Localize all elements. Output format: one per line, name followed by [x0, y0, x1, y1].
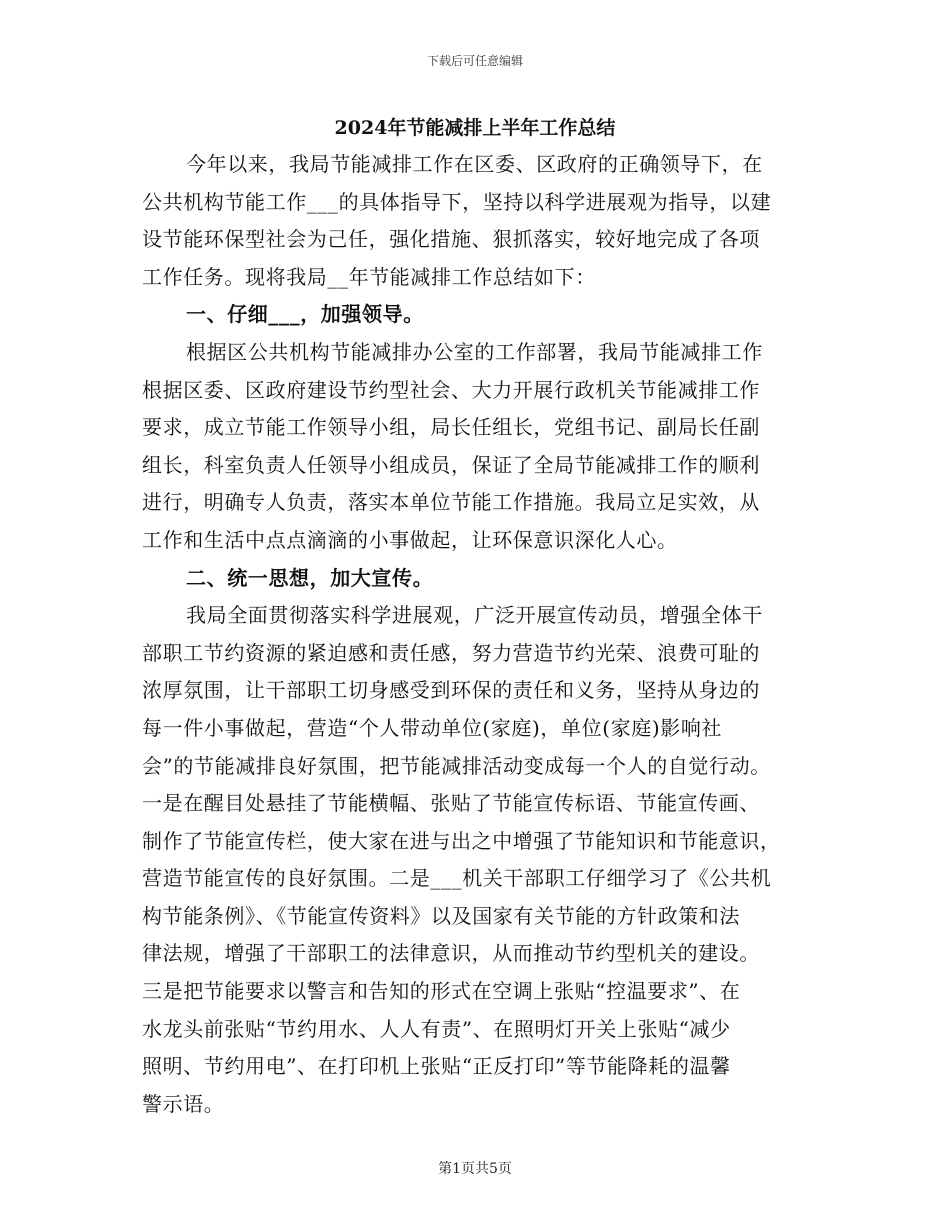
paragraph-line: 构节能条例》、《节能宣传资料》以及国家有关节能的方针政策和法	[142, 903, 740, 928]
document-body	[142, 146, 822, 1123]
paragraph-line: 律法规，增强了干部职工的法律意识，从而推动节约型机关的建设。	[142, 941, 760, 966]
paragraph-line: 照明、节约用电”、在打印机上张贴“正反打印”等节能降耗的温馨	[142, 1054, 731, 1079]
section-heading: 二、统一思想，加大宣传。	[186, 565, 434, 590]
paragraph-line: 每一件小事做起，营造“个人带动单位(家庭)，单位(家庭)影响社	[142, 715, 723, 740]
paragraph-line: 水龙头前张贴“节约用水、人人有责”、在照明灯开关上张贴“减少	[142, 1016, 731, 1041]
paragraph-line: 设节能环保型社会为己任，强化措施、狠抓落实，较好地完成了各项	[142, 227, 760, 252]
paragraph-line: 我局全面贯彻落实科学进展观，广泛开展宣传动员，增强全体干	[186, 603, 763, 628]
paragraph-line: 警示语。	[142, 1091, 225, 1116]
paragraph-line: 营造节能宣传的良好氛围。二是___机关干部职工仔细学习了《公共机	[142, 866, 772, 891]
paragraph-line: 三是把节能要求以警言和告知的形式在空调上张贴“控温要求”、在	[142, 979, 741, 1004]
page-footer-number: 第1页共5页	[438, 1161, 512, 1177]
paragraph-line: 制作了节能宣传栏，使大家在进与出之中增强了节能知识和节能意识，	[142, 828, 781, 853]
paragraph-line: 部职工节约资源的紧迫感和责任感，努力营造节约光荣、浪费可耻的	[142, 640, 760, 665]
paragraph-line: 今年以来，我局节能减排工作在区委、区政府的正确领导下，在	[186, 152, 763, 176]
paragraph-line: 工作任务。现将我局__年节能减排工作总结如下：	[142, 264, 596, 289]
paragraph-line: 公共机构节能工作___的具体指导下，坚持以科学进展观为指导，以建	[142, 189, 772, 214]
paragraph-line: 工作和生活中点点滴滴的小事做起，让环保意识深化人心。	[142, 527, 678, 552]
paragraph-line: 会”的节能减排良好氛围，把节能减排活动变成每一个人的自觉行动。	[142, 753, 771, 778]
document-title: 2024年节能减排上半年工作总结	[334, 117, 616, 139]
page-header-note: 下载后可任意编辑	[426, 54, 523, 68]
paragraph-line: 根据区公共机构节能减排办公室的工作部署，我局节能减排工作	[186, 339, 763, 364]
paragraph-line: 进行，明确专人负责，落实本单位节能工作措施。我局立足实效，从	[142, 490, 760, 515]
paragraph-line: 根据区委、区政府建设节约型社会、大力开展行政机关节能减排工作	[142, 377, 760, 402]
paragraph-line: 一是在醒目处悬挂了节能横幅、张贴了节能宣传标语、节能宣传画、	[142, 791, 760, 816]
section-heading: 一、仔细___，加强领导。	[186, 302, 424, 327]
paragraph-line: 组长，科室负责人任领导小组成员，保证了全局节能减排工作的顺利	[142, 452, 760, 477]
paragraph-line: 要求，成立节能工作领导小组，局长任组长，党组书记、副局长任副	[142, 415, 760, 440]
paragraph-line: 浓厚氛围，让干部职工切身感受到环保的责任和义务，坚持从身边的	[142, 678, 760, 703]
